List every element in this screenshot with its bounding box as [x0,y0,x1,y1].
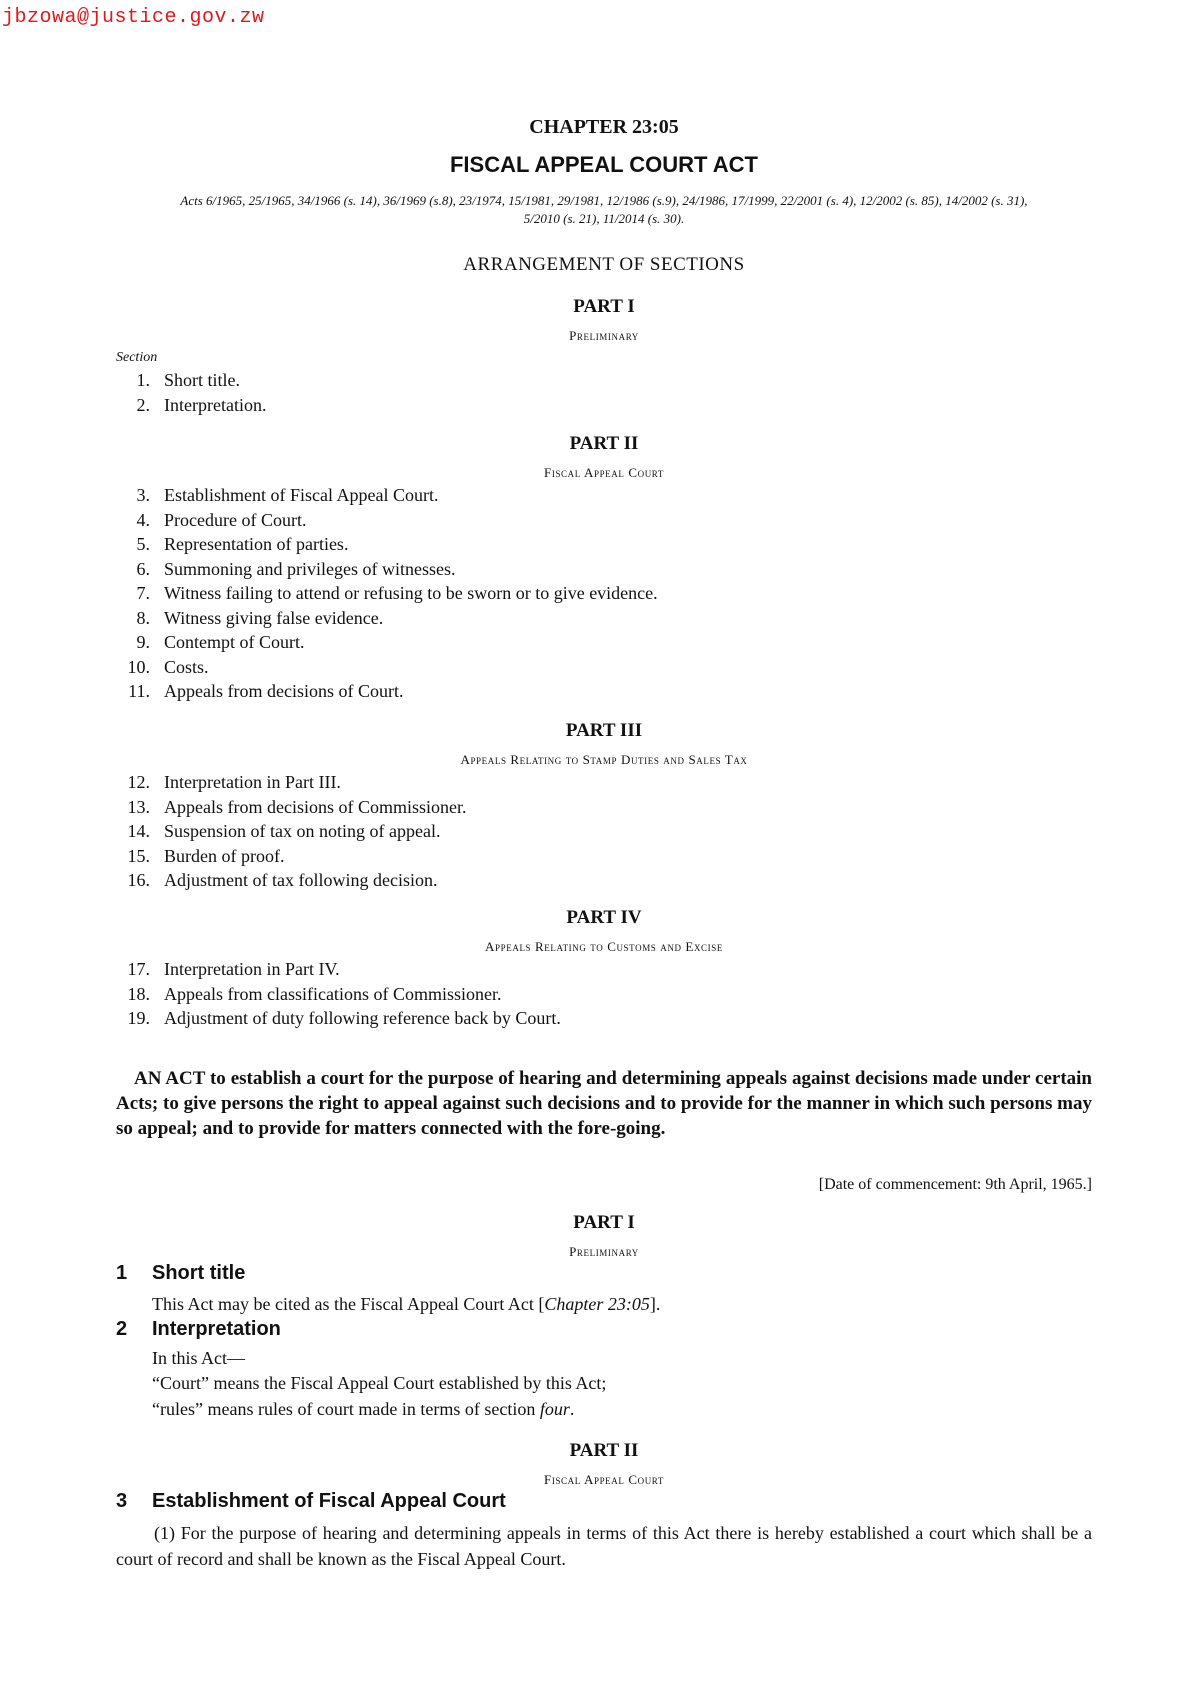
toc-item: 3. Establishment of Fiscal Appeal Court. [136,485,439,505]
section-heading-1: 1 Short title [116,1262,246,1284]
toc-item: 15. Burden of proof. [127,845,285,866]
long-title: AN ACT to establish a court for the purpose of hearing and determining appeals against decisions made under certain Acts; to give persons the right to appeal against such decisions and to provide for the manner in which such persons may so appeal; and to provide for matters connected with the fore-going. [116,1068,1092,1139]
toc-list-part-4 [116,957,1092,1031]
body-part-heading: PART I [573,1212,635,1233]
toc-item: 1. Short title. [136,370,240,390]
toc-item: 13. Appeals from decisions of Commissioner. [127,796,467,817]
date-of-commencement: [Date of commencement: 9th April, 1965.] [818,1176,1092,1193]
body-part-heading: PART II [569,1440,639,1461]
definition-court: “Court” means the Fiscal Appeal Court established by this Act; [152,1373,607,1393]
chapter-number: CHAPTER 23:05 [529,116,679,138]
toc-part-heading: PART I [573,296,635,317]
section-heading-2: 2 Interpretation [116,1318,281,1340]
toc-item: 9. Contempt of Court. [136,632,305,652]
toc-part-heading: PART II [569,433,639,454]
toc-item: 6. Summoning and privileges of witnesses. [136,558,456,579]
section-1-text: This Act may be cited as the Fiscal Appeal Court Act [Chapter 23:05]. [152,1294,661,1314]
toc-item: 4. Procedure of Court. [136,509,307,530]
toc-item: 14. Suspension of tax on noting of appeal. [127,821,441,841]
toc-part-subheading: Appeals Relating to Customs and Excise [485,939,723,954]
toc-item: 12. Interpretation in Part III. [127,772,341,792]
toc-list-part-3 [116,770,1092,893]
toc-item: 8. Witness giving false evidence. [136,607,384,628]
section-3-paragraph-1: (1) For the purpose of hearing and determining appeals in terms of this Act there is hereby established a court which shall be a court of record and shall be known as the Fiscal Appeal Court. [116,1523,1092,1569]
toc-item: 17. Interpretation in Part IV. [127,959,340,979]
section-2-intro: In this Act— [152,1348,245,1368]
toc-item: 19. Adjustment of duty following reference back by Court. [127,1008,561,1028]
body-part-subheading: Fiscal Appeal Court [544,1472,664,1487]
amending-acts: Acts 6/1965, 25/1965, 34/1966 (s. 14), 36/1969 (s.8), 23/1974, 15/1981, 29/1981, 12/1986 (s.9), 24/1986, 17/1999, 22/2001 (s. 4), 12/2002 (s. 85), 14/2002 (s. 31), 5/2010 (s. 21), 11/2014 (s. 30). [180,193,1028,226]
toc-item: 7. Witness failing to attend or refusing to be sworn or to give evidence. [136,583,658,603]
toc-part-subheading: Preliminary [569,328,639,343]
definition-rules: “rules” means rules of court made in terms of section four. [152,1399,575,1419]
toc-item: 16. Adjustment of tax following decision. [127,870,438,890]
section-column-label: Section [116,350,158,365]
toc-item: 10. Costs. [127,656,209,677]
toc-list-part-1 [116,368,1092,417]
arrangement-heading: ARRANGEMENT OF SECTIONS [463,254,745,275]
toc-part-heading: PART IV [566,907,642,928]
act-title: FISCAL APPEAL COURT ACT [449,152,758,177]
toc-item: 2. Interpretation. [136,394,267,415]
toc-part-subheading: Appeals Relating to Stamp Duties and Sales Tax [460,752,748,767]
body-part-subheading: Preliminary [569,1244,639,1259]
toc-part-heading: PART III [565,720,643,741]
section-heading-3: 3 Establishment of Fiscal Appeal Court [116,1490,506,1512]
toc-part-subheading: Fiscal Appeal Court [544,465,664,480]
toc-list-part-2 [116,483,1092,704]
toc-item: 5. Representation of parties. [136,534,349,554]
email-watermark: jbzowa@justice.gov.zw [2,6,265,29]
toc-item: 11. Appeals from decisions of Court. [128,681,404,701]
toc-item: 18. Appeals from classifications of Commissioner. [127,983,502,1004]
